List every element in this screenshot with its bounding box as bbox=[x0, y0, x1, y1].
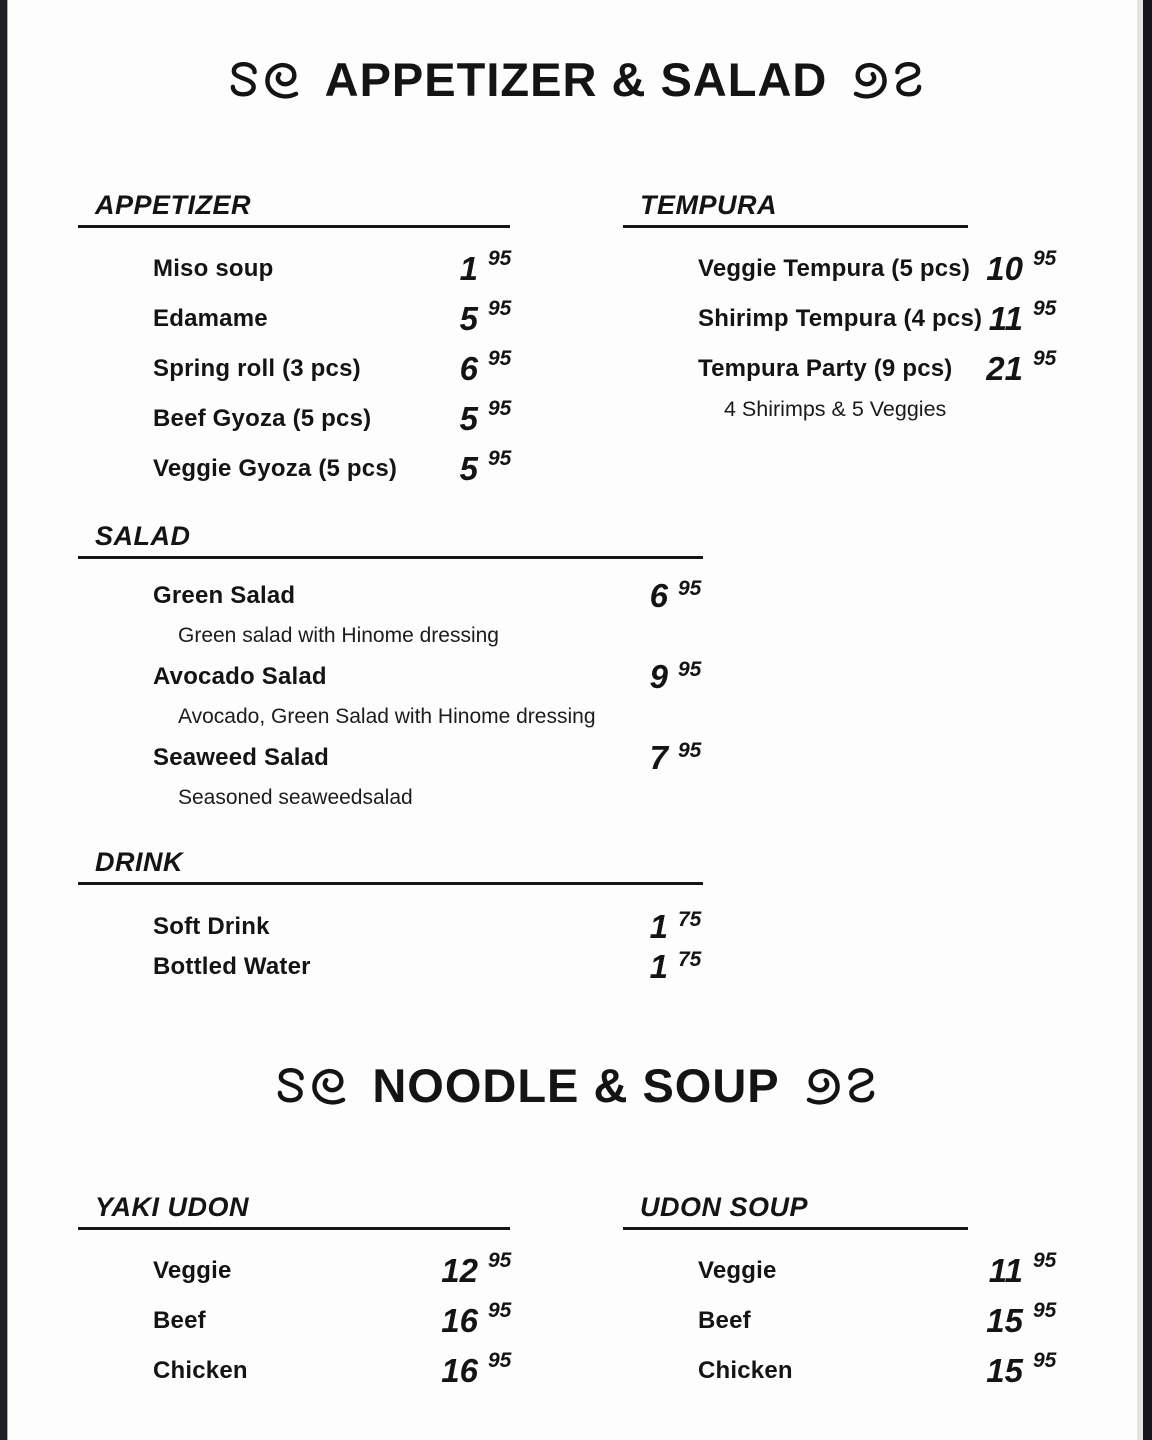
item-price bbox=[945, 244, 1056, 294]
page-left-seam bbox=[7, 0, 8, 1440]
item-name: Spring roll (3 pcs) bbox=[153, 355, 361, 382]
menu-item-row bbox=[623, 294, 1065, 344]
flourish-right-icon bbox=[806, 1064, 880, 1108]
menu-item-row bbox=[78, 294, 510, 344]
item-price bbox=[400, 1296, 511, 1346]
price-cents: 95 bbox=[488, 1249, 512, 1272]
heading-rule bbox=[78, 225, 510, 228]
item-name: Avocado Salad bbox=[153, 662, 327, 690]
price-dollars: 6 bbox=[459, 350, 478, 387]
price-dollars: 1 bbox=[649, 948, 668, 985]
price-dollars: 16 bbox=[441, 1352, 478, 1389]
section-drink bbox=[78, 847, 703, 987]
page-right-edge bbox=[1143, 0, 1152, 1440]
menu-item-row bbox=[78, 907, 703, 947]
price-cents: 95 bbox=[488, 247, 512, 270]
section-appetizer bbox=[78, 190, 510, 494]
item-description: Avocado, Green Salad with Hinome dressing bbox=[178, 705, 596, 728]
menu-item-row bbox=[78, 244, 510, 294]
section-heading-yaki-udon: YAKI UDON bbox=[95, 1192, 250, 1222]
price-cents: 95 bbox=[488, 447, 512, 470]
item-name: Edamame bbox=[153, 305, 268, 332]
item-price bbox=[945, 1346, 1056, 1396]
menu-item-row bbox=[78, 1246, 510, 1296]
item-price bbox=[590, 656, 701, 697]
menu-item-row bbox=[78, 656, 703, 697]
menu-item-block bbox=[78, 575, 703, 656]
price-cents: 95 bbox=[1033, 247, 1057, 270]
section-heading-drink: DRINK bbox=[95, 847, 183, 877]
price-dollars: 9 bbox=[649, 658, 668, 695]
item-name: Beef bbox=[153, 1307, 206, 1334]
item-price bbox=[400, 394, 511, 444]
item-name: Green Salad bbox=[153, 581, 296, 609]
price-dollars: 10 bbox=[986, 250, 1023, 287]
item-name: Beef Gyoza (5 pcs) bbox=[153, 405, 372, 432]
item-name: Veggie Tempura (5 pcs) bbox=[698, 255, 971, 282]
item-price bbox=[400, 444, 511, 494]
item-price bbox=[400, 244, 511, 294]
price-cents: 95 bbox=[678, 658, 702, 681]
menu-item-row bbox=[78, 947, 703, 987]
item-price bbox=[590, 737, 701, 778]
item-description: Green salad with Hinome dressing bbox=[178, 624, 499, 647]
price-dollars: 5 bbox=[459, 450, 478, 487]
item-name: Veggie Gyoza (5 pcs) bbox=[153, 455, 398, 482]
price-dollars: 7 bbox=[649, 739, 668, 776]
menu-item-row bbox=[623, 1246, 1065, 1296]
price-dollars: 5 bbox=[459, 300, 478, 337]
page-title-appetizer-salad: APPETIZER & SALAD bbox=[324, 53, 828, 106]
section-heading-udon-soup: UDON SOUP bbox=[640, 1192, 809, 1222]
menu-item-row bbox=[623, 1296, 1065, 1346]
item-name: Soft Drink bbox=[153, 913, 270, 940]
item-name: Bottled Water bbox=[153, 953, 311, 980]
heading-rule bbox=[623, 1227, 968, 1230]
item-name: Miso soup bbox=[153, 255, 274, 282]
menu-item-row bbox=[623, 344, 1065, 394]
item-price bbox=[400, 294, 511, 344]
price-dollars: 15 bbox=[986, 1302, 1023, 1339]
price-dollars: 11 bbox=[988, 300, 1023, 337]
section-heading-salad: SALAD bbox=[95, 521, 191, 551]
section-yaki-udon bbox=[78, 1192, 510, 1396]
item-description: Seasoned seaweedsalad bbox=[178, 786, 413, 809]
price-cents: 95 bbox=[678, 577, 702, 600]
heading-rule bbox=[78, 1227, 510, 1230]
menu-item-block bbox=[78, 737, 703, 818]
price-cents: 95 bbox=[488, 347, 512, 370]
menu-item-block bbox=[78, 656, 703, 737]
section-salad bbox=[78, 521, 703, 818]
item-price bbox=[945, 1296, 1056, 1346]
item-name: Veggie bbox=[698, 1257, 777, 1284]
menu-item-row bbox=[623, 244, 1065, 294]
page-title-noodle-soup: NOODLE & SOUP bbox=[372, 1059, 780, 1112]
menu-item-row bbox=[623, 1346, 1065, 1396]
price-dollars: 11 bbox=[988, 1252, 1023, 1289]
section-heading-appetizer: APPETIZER bbox=[95, 190, 252, 220]
item-price bbox=[400, 344, 511, 394]
price-cents: 95 bbox=[488, 297, 512, 320]
item-name: Shirimp Tempura (4 pcs) bbox=[698, 305, 983, 332]
menu-item-row bbox=[78, 737, 703, 778]
price-cents: 95 bbox=[1033, 347, 1057, 370]
item-name: Tempura Party (9 pcs) bbox=[698, 355, 953, 382]
price-dollars: 6 bbox=[649, 577, 668, 614]
heading-rule bbox=[78, 882, 703, 885]
menu-item-row bbox=[78, 344, 510, 394]
price-cents: 95 bbox=[1033, 297, 1057, 320]
price-cents: 75 bbox=[678, 948, 702, 971]
item-price bbox=[590, 907, 701, 947]
item-price bbox=[590, 947, 701, 987]
item-price bbox=[400, 1346, 511, 1396]
item-price bbox=[945, 1246, 1056, 1296]
price-cents: 95 bbox=[488, 1349, 512, 1372]
item-name: Chicken bbox=[698, 1357, 793, 1384]
menu-item-row bbox=[78, 1296, 510, 1346]
price-dollars: 1 bbox=[649, 908, 668, 945]
section-tempura bbox=[623, 190, 1065, 422]
item-price bbox=[590, 575, 701, 616]
item-name: Seaweed Salad bbox=[153, 743, 330, 771]
price-dollars: 16 bbox=[441, 1302, 478, 1339]
menu-item-row bbox=[78, 394, 510, 444]
price-cents: 95 bbox=[1033, 1299, 1057, 1322]
price-dollars: 21 bbox=[986, 350, 1023, 387]
flourish-left-icon bbox=[272, 1064, 346, 1108]
drink-rows bbox=[78, 907, 703, 987]
price-dollars: 5 bbox=[459, 400, 478, 437]
price-cents: 95 bbox=[488, 1299, 512, 1322]
menu-item-row bbox=[78, 575, 703, 616]
item-price bbox=[945, 344, 1056, 394]
item-price bbox=[400, 1246, 511, 1296]
flourish-left-icon bbox=[225, 58, 299, 102]
heading-rule bbox=[623, 225, 968, 228]
price-dollars: 1 bbox=[459, 250, 478, 287]
tempura-rows bbox=[623, 244, 1065, 422]
price-cents: 95 bbox=[488, 397, 512, 420]
item-name: Beef bbox=[698, 1307, 751, 1334]
page-left-edge bbox=[0, 0, 7, 1440]
price-dollars: 15 bbox=[986, 1352, 1023, 1389]
menu-item-row bbox=[78, 444, 510, 494]
yaki-udon-rows bbox=[78, 1246, 510, 1396]
price-cents: 95 bbox=[678, 739, 702, 762]
heading-rule bbox=[78, 556, 703, 559]
item-name: Veggie bbox=[153, 1257, 232, 1284]
item-price bbox=[945, 294, 1056, 344]
item-note: 4 Shirimps & 5 Veggies bbox=[724, 397, 947, 421]
salad-rows bbox=[78, 575, 703, 818]
price-cents: 75 bbox=[678, 908, 702, 931]
section-heading-tempura: TEMPURA bbox=[640, 190, 777, 220]
banner-appetizer-salad bbox=[0, 52, 1152, 107]
price-dollars: 12 bbox=[441, 1252, 478, 1289]
udon-soup-rows bbox=[623, 1246, 1065, 1396]
price-cents: 95 bbox=[1033, 1349, 1057, 1372]
appetizer-rows bbox=[78, 244, 510, 494]
flourish-right-icon bbox=[853, 58, 927, 102]
banner-noodle-soup bbox=[0, 1058, 1152, 1113]
menu-item-row bbox=[78, 1346, 510, 1396]
section-udon-soup bbox=[623, 1192, 1065, 1396]
price-cents: 95 bbox=[1033, 1249, 1057, 1272]
item-name: Chicken bbox=[153, 1357, 248, 1384]
